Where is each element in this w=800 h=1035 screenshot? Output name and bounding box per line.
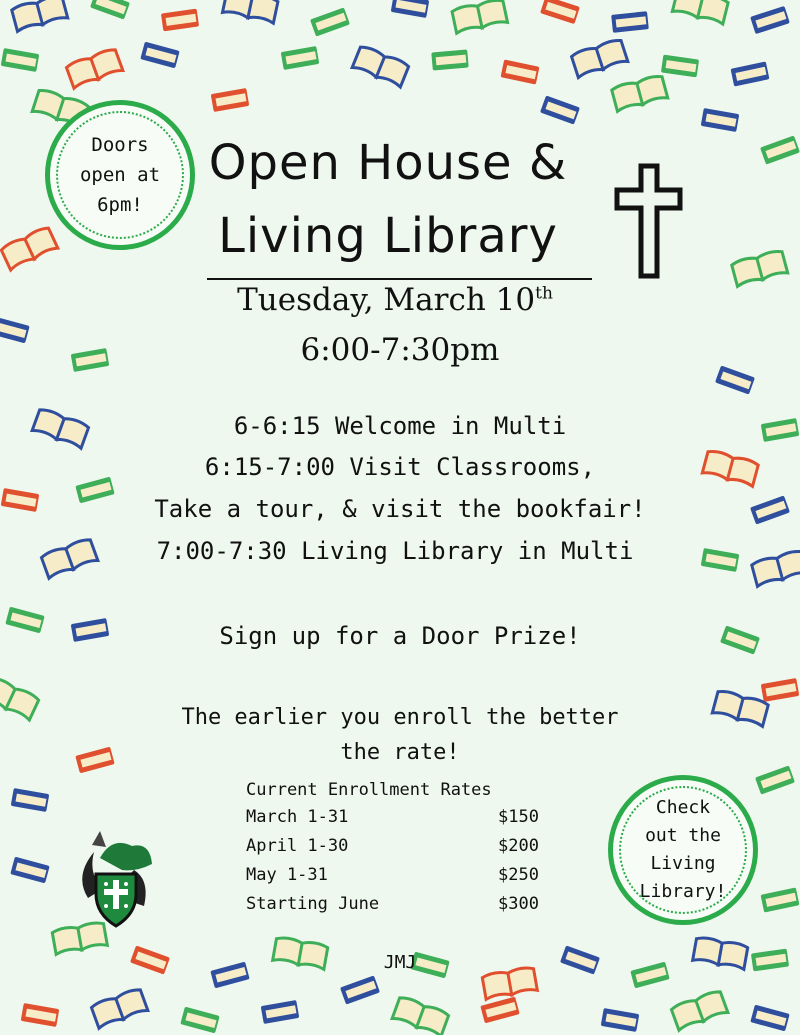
rate-price: $200 — [498, 836, 539, 856]
enroll-line-2: the rate! — [340, 740, 460, 765]
book-icon — [1, 48, 40, 72]
book-icon — [672, 0, 728, 24]
rate-period: May 1-31 — [246, 865, 328, 885]
enrollment-rates-table — [246, 780, 539, 923]
book-icon — [750, 6, 790, 34]
doors-open-text: Doors open at 6pm! — [79, 134, 161, 216]
event-date-suffix: th — [535, 283, 553, 304]
book-icon — [66, 47, 123, 88]
book-icon — [501, 59, 540, 84]
book-icon — [352, 45, 409, 87]
book-icon — [340, 975, 380, 1004]
rate-row — [246, 865, 539, 894]
book-icon — [611, 74, 668, 111]
book-icon — [10, 857, 49, 884]
rate-period: Starting June — [246, 894, 380, 914]
book-icon — [281, 46, 320, 70]
enroll-line-1: The earlier you enroll the better — [181, 705, 619, 730]
rates-title: Current Enrollment Rates — [246, 780, 492, 800]
book-icon — [52, 921, 107, 954]
event-time: 6:00-7:30pm — [300, 332, 500, 368]
book-icon — [452, 0, 508, 33]
book-icon — [571, 38, 628, 77]
rate-price: $250 — [498, 865, 539, 885]
book-icon — [715, 365, 755, 394]
book-icon — [161, 9, 199, 32]
book-icon — [540, 0, 580, 24]
book-icon — [21, 1003, 60, 1027]
living-library-badge — [608, 775, 758, 925]
book-icon — [11, 0, 68, 31]
book-icon — [140, 42, 179, 69]
title-line-2: Living Library — [218, 208, 558, 264]
book-icon — [391, 0, 430, 18]
book-icon — [611, 11, 649, 33]
book-icon — [222, 0, 278, 23]
door-prize-text: Sign up for a Door Prize! — [219, 622, 581, 650]
schedule-item: 6-6:15 Welcome in Multi — [233, 412, 567, 440]
schedule-item: 6:15-7:00 Visit Classrooms, — [204, 453, 596, 481]
title-divider — [207, 278, 592, 280]
book-icon — [731, 61, 770, 86]
book-icon — [761, 887, 800, 912]
book-icon — [392, 995, 449, 1035]
rate-period: March 1-31 — [246, 807, 349, 827]
schedule-item: Take a tour, & visit the bookfair! — [154, 495, 646, 523]
knight-mascot-logo — [82, 831, 152, 926]
living-library-text: Check out the Living Library! — [639, 797, 727, 902]
book-icon — [540, 95, 580, 124]
rate-price: $300 — [498, 894, 539, 914]
book-icon — [180, 1007, 219, 1034]
rate-row — [246, 807, 539, 836]
event-date — [0, 282, 795, 318]
book-icon — [661, 55, 699, 78]
jmj-signature: JMJ — [383, 952, 417, 973]
book-icon — [750, 1005, 789, 1032]
book-icon — [755, 765, 795, 794]
book-icon — [310, 7, 350, 36]
book-icon — [761, 678, 800, 702]
rate-row — [246, 894, 539, 923]
title-line-1: Open House & — [208, 135, 568, 191]
rate-price: $150 — [498, 807, 539, 827]
book-icon — [211, 88, 250, 112]
schedule-item: 7:00-7:30 Living Library in Multi — [156, 537, 634, 565]
book-icon — [431, 49, 468, 70]
rate-row — [246, 836, 539, 865]
rate-period: April 1-30 — [246, 836, 349, 856]
event-date-main: Tuesday, March 10 — [237, 282, 536, 318]
book-icon — [11, 788, 50, 812]
book-icon — [90, 0, 130, 20]
book-icon — [671, 989, 728, 1030]
book-icon — [261, 1000, 300, 1024]
book-icon — [701, 108, 740, 132]
book-icon — [601, 1008, 640, 1032]
book-icon — [91, 987, 148, 1028]
